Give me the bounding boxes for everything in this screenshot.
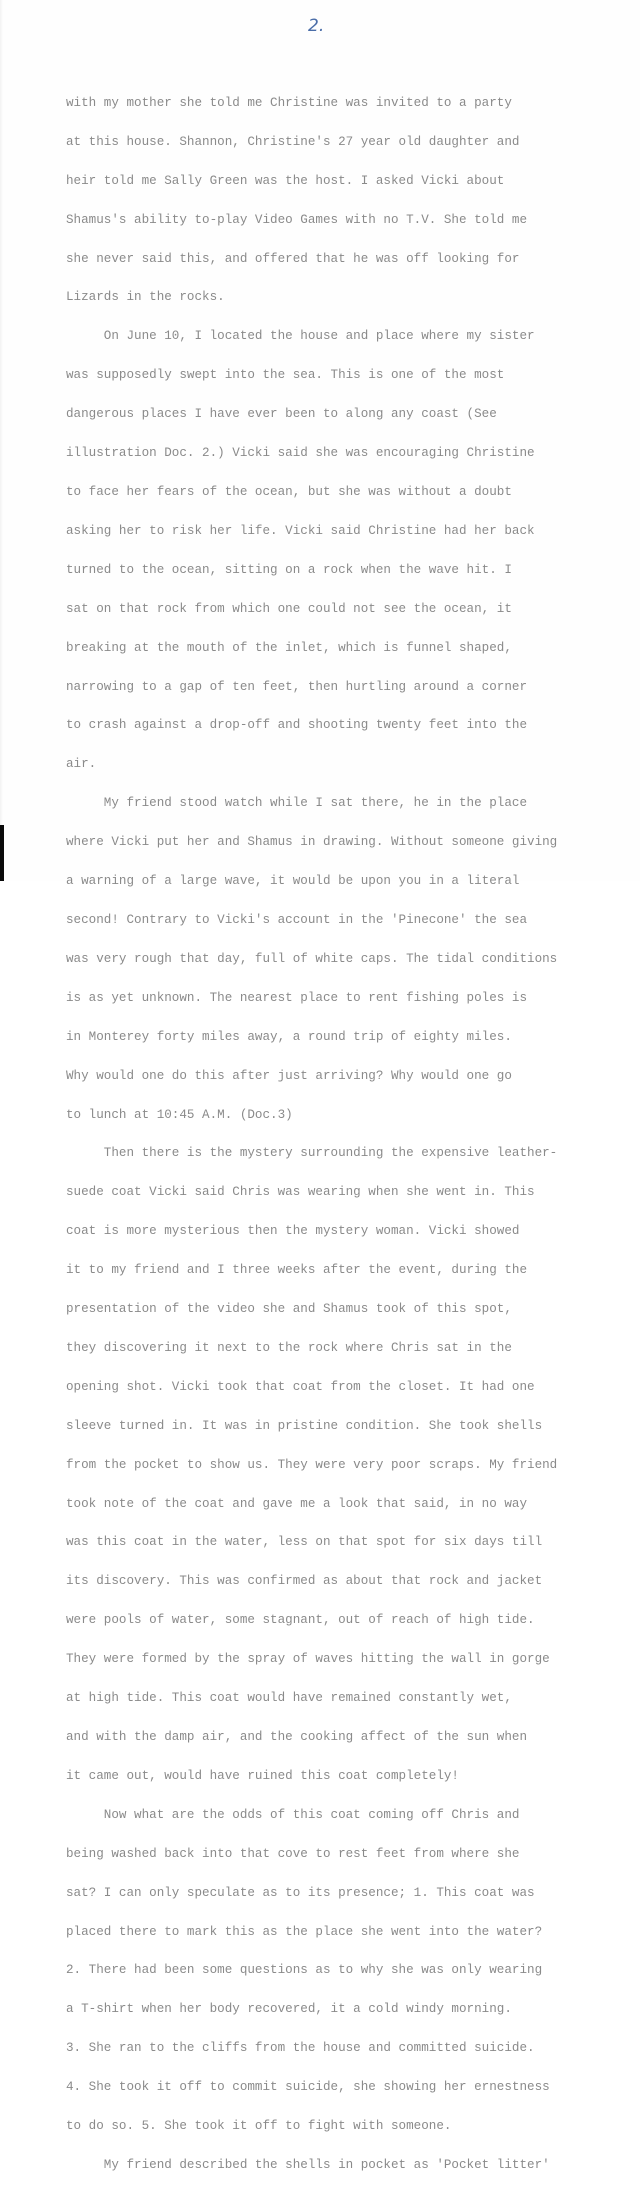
paragraph-start-line: On June 10, I located the house and place where my sister: [66, 329, 535, 344]
text-line: it came out, would have ruined this coat completely!: [66, 1768, 459, 1783]
text-line: its discovery. This was confirmed as about that rock and jacket: [66, 1574, 543, 1589]
text-line: asking her to risk her life. Vicki said Christine had her back: [66, 523, 535, 538]
text-line: turned to the ocean, sitting on a rock when the wave hit. I: [66, 562, 512, 577]
text-line: from the pocket to show us. They were very poor scraps. My friend: [66, 1457, 558, 1472]
text-line: air.: [66, 757, 97, 772]
text-line: was very rough that day, full of white caps. The tidal conditions: [66, 951, 558, 966]
paragraph-start-line: Then there is the mystery surrounding the expensive leather-: [66, 1146, 558, 1161]
text-line: was this coat in the water, less on that spot for six days till: [66, 1535, 543, 1550]
text-line: illustration Doc. 2.) Vicki said she was encouraging Christine: [66, 446, 535, 461]
text-line: narrowing to a gap of ten feet, then hurtling around a corner: [66, 679, 528, 694]
text-line: heir told me Sally Green was the host. I asked Vicki about: [66, 173, 505, 188]
text-line: second! Contrary to Vicki's account in the 'Pinecone' the sea: [66, 912, 528, 927]
list-item-line: 4. She took it off to commit suicide, she showing her ernestness: [66, 2080, 550, 2095]
text-line: and with the damp air, and the cooking affect of the sun when: [66, 1730, 528, 1744]
text-line: opening shot. Vicki took that coat from the closet. It had one: [66, 1379, 535, 1394]
text-line: Lizards in the rocks.: [66, 290, 225, 305]
text-line: They were formed by the spray of waves hitting the wall in gorge: [66, 1652, 550, 1667]
text-line: they discovering it next to the rock where Chris sat in the: [66, 1340, 512, 1355]
typewritten-body: [66, 71, 626, 2198]
text-line: to face her fears of the ocean, but she was without a doubt: [66, 485, 512, 499]
text-line: took note of the coat and gave me a look that said, in no way: [66, 1496, 528, 1511]
text-line: is as yet unknown. The nearest place to rent fishing poles is: [66, 990, 528, 1005]
text-line: being washed back into that cove to rest feet from where she: [66, 1846, 520, 1861]
text-line: coat is more mysterious then the mystery woman. Vicki showed: [66, 1224, 520, 1239]
text-line: to crash against a drop-off and shooting twenty feet into the: [66, 718, 528, 733]
text-line: was supposedly swept into the sea. This is one of the most: [66, 368, 505, 383]
scan-border-artifact: [0, 825, 4, 881]
text-line: sat? I can only speculate as to its presence; 1. This coat was: [66, 1885, 535, 1900]
paragraph-start-line: My friend described the shells in pocket as 'Pocket litter': [66, 2157, 550, 2172]
text-line: in Monterey forty miles away, a round trip of eighty miles.: [66, 1029, 512, 1044]
text-line: sat on that rock from which one could not see the ocean, it: [66, 601, 512, 616]
text-line: she never said this, and offered that he was off looking for: [66, 251, 520, 266]
list-item-line: 3. She ran to the cliffs from the house and committed suicide.: [66, 2041, 535, 2056]
text-line: at this house. Shannon, Christine's 27 year old daughter and: [66, 134, 520, 149]
list-item-line: 2. There had been some questions as to why she was only wearing: [66, 1963, 543, 1978]
paragraph-start-line: My friend stood watch while I sat there, he in the place: [66, 796, 528, 811]
text-line: were pools of water, some stagnant, out of reach of high tide.: [66, 1613, 535, 1628]
text-line: to lunch at 10:45 A.M. (Doc.3): [66, 1107, 293, 1122]
text-line: Shamus's ability to-play Video Games with no T.V. She told me: [66, 212, 528, 227]
text-line: a T-shirt when her body recovered, it a cold windy morning.: [66, 2002, 512, 2017]
paragraph-start-line: Now what are the odds of this coat coming off Chris and: [66, 1807, 520, 1822]
text-line: presentation of the video she and Shamus took of this spot,: [66, 1302, 512, 1317]
list-item-line: to do so. 5. She took it off to fight with someone.: [66, 2119, 452, 2134]
text-line: dangerous places I have ever been to along any coast (See: [66, 407, 497, 422]
text-line: with my mother she told me Christine was invited to a party: [66, 95, 512, 110]
text-line: breaking at the mouth of the inlet, which is funnel shaped,: [66, 640, 512, 655]
text-line: sleeve turned in. It was in pristine condition. She took shells: [66, 1418, 543, 1433]
text-line: Why would one do this after just arriving? Why would one go: [66, 1068, 512, 1083]
text-line: suede coat Vicki said Chris was wearing when she went in. This: [66, 1185, 535, 1200]
text-line: at high tide. This coat would have remained constantly wet,: [66, 1691, 512, 1706]
text-line: where Vicki put her and Shamus in drawing. Without someone giving: [66, 835, 558, 850]
handwritten-page-number: 2.: [308, 16, 325, 36]
scan-shadow: [0, 0, 3, 825]
text-line: a warning of a large wave, it would be upon you in a literal: [66, 874, 520, 889]
text-line: placed there to mark this as the place she went into the water?: [66, 1924, 543, 1939]
text-line: it to my friend and I three weeks after the event, during the: [66, 1263, 528, 1278]
